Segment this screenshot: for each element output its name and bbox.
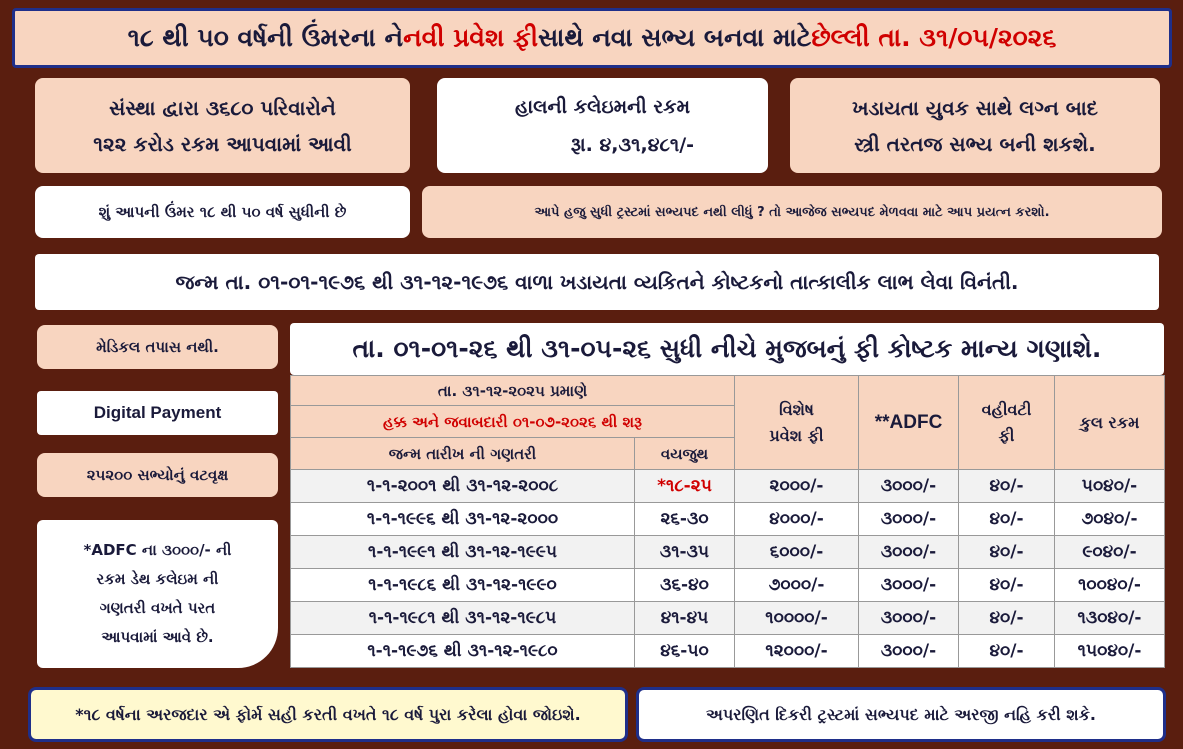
header-special-line-2: પ્રવેશ ફી bbox=[769, 425, 824, 445]
header-adfc-text: **ADFC bbox=[874, 411, 943, 433]
header-adfc bbox=[859, 376, 959, 470]
header-admin-line-2: ફી bbox=[998, 425, 1015, 445]
marriage-box bbox=[790, 78, 1160, 173]
header-rights-note-text: હક્ક અને જવાબદારી ૦૧-૦૭-૨૦૨૬ થી શરૂ bbox=[382, 412, 643, 431]
cell-total: ૧૦૦૪૦/- bbox=[1055, 569, 1165, 602]
digital-payment-box bbox=[37, 391, 278, 435]
header-as-of bbox=[291, 376, 735, 406]
cell-special-fee: ૭૦૦૦/- bbox=[735, 569, 859, 602]
cell-age-group: ૪૬-૫૦ bbox=[635, 635, 735, 668]
claim-amount: રૂા. ૪,૩૧,૪૮૧/- bbox=[570, 133, 695, 156]
marriage-line-1: ખડાયતા યુવક સાથે લગ્ન બાદ bbox=[852, 95, 1098, 120]
adfc-note-box bbox=[37, 520, 278, 668]
cell-total: ૧૩૦૪૦/- bbox=[1055, 602, 1165, 635]
digital-payment-text: Digital Payment bbox=[93, 403, 222, 422]
cell-admin-fee: ૪૦/- bbox=[959, 602, 1055, 635]
header-age-group bbox=[635, 438, 735, 470]
table-row bbox=[291, 602, 1165, 635]
table-row bbox=[291, 470, 1165, 503]
fee-table-title bbox=[290, 323, 1164, 375]
cell-admin-fee: ૪૦/- bbox=[959, 635, 1055, 668]
banner-text-3: સાથે નવા સભ્ય બનવા માટે bbox=[537, 23, 812, 52]
header-rights-note bbox=[291, 406, 735, 438]
cell-total: ૫૦૪૦/- bbox=[1055, 470, 1165, 503]
families-line-1: સંસ્થા દ્વારા ૩૬૮૦ પરિવારોને bbox=[109, 95, 336, 120]
cell-total: ૧૫૦૪૦/- bbox=[1055, 635, 1165, 668]
cell-age-group: ૩૬-૪૦ bbox=[635, 569, 735, 602]
cell-special-fee: ૧૦૦૦૦/- bbox=[735, 602, 859, 635]
table-row bbox=[291, 635, 1165, 668]
adfc-note-line-1: *ADFC ના ૩૦૦૦/- ની bbox=[83, 541, 232, 559]
age-requirement-text: *૧૮ વર્ષના અરજદાર એ ફોર્મ સહી કરતી વખતે ૧૮ વર્ષ પુરા કરેલા હોવા જોઇશે. bbox=[75, 704, 581, 724]
age-question-text: શું આપની ઉંમર ૧૮ થી ૫૦ વર્ષ સુધીની છે bbox=[98, 203, 347, 221]
members-text: ૨૫૨૦૦ સભ્યોનું વટવૃક્ષ bbox=[86, 466, 229, 484]
cell-admin-fee: ૪૦/- bbox=[959, 470, 1055, 503]
banner-text-1: ૧૮ થી ૫૦ વર્ષની ઉંમરના ને bbox=[127, 23, 404, 52]
fee-table-title-text: તા. ૦૧-૦૧-૨૬ થી ૩૧-૦૫-૨૬ સુધી નીચે મુજબનું ફી કોષ્ટક માન્ય ગણાશે. bbox=[352, 334, 1102, 363]
table-row bbox=[291, 503, 1165, 536]
cell-age-group: ૨૬-૩૦ bbox=[635, 503, 735, 536]
header-admin-fee bbox=[959, 376, 1055, 470]
cell-special-fee: ૧૨૦૦૦/- bbox=[735, 635, 859, 668]
fee-table bbox=[290, 375, 1165, 668]
families-box bbox=[35, 78, 410, 173]
birth-appeal-box bbox=[35, 254, 1159, 310]
cell-age-group: *૧૮-૨૫ bbox=[635, 470, 735, 503]
cell-age-group: ૪૧-૪૫ bbox=[635, 602, 735, 635]
header-total bbox=[1055, 376, 1165, 470]
daughter-note-text: અપરણિત દિકરી ટ્રસ્ટમાં સભ્યપદ માટે અરજી નહિ કરી શકે. bbox=[705, 704, 1096, 724]
cell-adfc: ૩૦૦૦/- bbox=[859, 602, 959, 635]
banner-text-highlight-fee: નવી પ્રવેશ ફી bbox=[403, 23, 538, 52]
cell-adfc: ૩૦૦૦/- bbox=[859, 503, 959, 536]
table-row bbox=[291, 536, 1165, 569]
cell-adfc: ૩૦૦૦/- bbox=[859, 635, 959, 668]
trust-appeal-text: આપે હજુ સુધી ટ્રસ્ટમાં સભ્યપદ નથી લીધું ? તો આજેજ સભ્યપદ મેળવવા માટે આપ પ્રયત્ન કરશો. bbox=[534, 204, 1050, 220]
cell-special-fee: ૬૦૦૦/- bbox=[735, 536, 859, 569]
trust-appeal-box bbox=[422, 186, 1162, 238]
age-question-box bbox=[35, 186, 410, 238]
top-banner bbox=[12, 8, 1172, 68]
cell-birth-range: ૧-૧-૧૯૯૬ થી ૩૧-૧૨-૨૦૦૦ bbox=[291, 503, 635, 536]
cell-adfc: ૩૦૦૦/- bbox=[859, 470, 959, 503]
medical-text: મેડિકલ તપાસ નથી. bbox=[96, 338, 219, 356]
cell-birth-range: ૧-૧-૧૯૯૧ થી ૩૧-૧૨-૧૯૯૫ bbox=[291, 536, 635, 569]
header-special-line-1: વિશેષ bbox=[779, 399, 814, 419]
claim-box bbox=[437, 78, 768, 173]
birth-appeal-text: જન્મ તા. ૦૧-૦૧-૧૯૭૬ થી ૩૧-૧૨-૧૯૭૬ વાળા ખડાયતા વ્યકિતને કોષ્ટકનો તાત્કાલીક લાભ લેવા વિનંતી. bbox=[175, 270, 1019, 294]
cell-special-fee: ૪૦૦૦/- bbox=[735, 503, 859, 536]
cell-birth-range: ૧-૧-૧૯૮૧ થી ૩૧-૧૨-૧૯૮૫ bbox=[291, 602, 635, 635]
cell-special-fee: ૨૦૦૦/- bbox=[735, 470, 859, 503]
marriage-line-2: સ્ત્રી તરતજ સભ્ય બની શકશે. bbox=[854, 131, 1096, 156]
cell-admin-fee: ૪૦/- bbox=[959, 503, 1055, 536]
header-age-group-text: વયજુથ bbox=[660, 444, 709, 463]
age-requirement-note bbox=[28, 687, 628, 742]
adfc-note-line-3: ગણતરી વખતે પરત bbox=[99, 599, 216, 617]
cell-birth-range: ૧-૧-૨૦૦૧ થી ૩૧-૧૨-૨૦૦૮ bbox=[291, 470, 635, 503]
cell-birth-range: ૧-૧-૧૯૮૬ થી ૩૧-૧૨-૧૯૯૦ bbox=[291, 569, 635, 602]
table-row bbox=[291, 569, 1165, 602]
cell-admin-fee: ૪૦/- bbox=[959, 536, 1055, 569]
header-as-of-text: તા. ૩૧-૧૨-૨૦૨૫ પ્રમાણે bbox=[437, 381, 588, 400]
header-special-fee bbox=[735, 376, 859, 470]
families-line-2: ૧૨૨ કરોડ રકમ આપવામાં આવી bbox=[93, 131, 352, 156]
adfc-note-line-4: આપવામાં આવે છે. bbox=[101, 628, 214, 646]
claim-line-1: હાલની કલેઇમની રકમ bbox=[515, 95, 690, 118]
header-admin-line-1: વહીવટી bbox=[981, 399, 1032, 419]
header-birth-date-text: જન્મ તારીખ ની ગણતરી bbox=[388, 444, 537, 463]
cell-adfc: ૩૦૦૦/- bbox=[859, 569, 959, 602]
cell-age-group: ૩૧-૩૫ bbox=[635, 536, 735, 569]
adfc-note-line-2: રકમ ડેથ કલેઇમ ની bbox=[96, 570, 219, 588]
header-birth-date bbox=[291, 438, 635, 470]
cell-admin-fee: ૪૦/- bbox=[959, 569, 1055, 602]
cell-birth-range: ૧-૧-૧૯૭૬ થી ૩૧-૧૨-૧૯૮૦ bbox=[291, 635, 635, 668]
cell-adfc: ૩૦૦૦/- bbox=[859, 536, 959, 569]
members-box bbox=[37, 453, 278, 497]
cell-total: ૭૦૪૦/- bbox=[1055, 503, 1165, 536]
banner-text-deadline: છેલ્લી તા. ૩૧/૦૫/૨૦૨૬ bbox=[811, 23, 1057, 52]
header-total-text: કુલ રકમ bbox=[1079, 412, 1140, 432]
daughter-note bbox=[636, 687, 1166, 742]
cell-total: ૯૦૪૦/- bbox=[1055, 536, 1165, 569]
medical-box bbox=[37, 325, 278, 369]
